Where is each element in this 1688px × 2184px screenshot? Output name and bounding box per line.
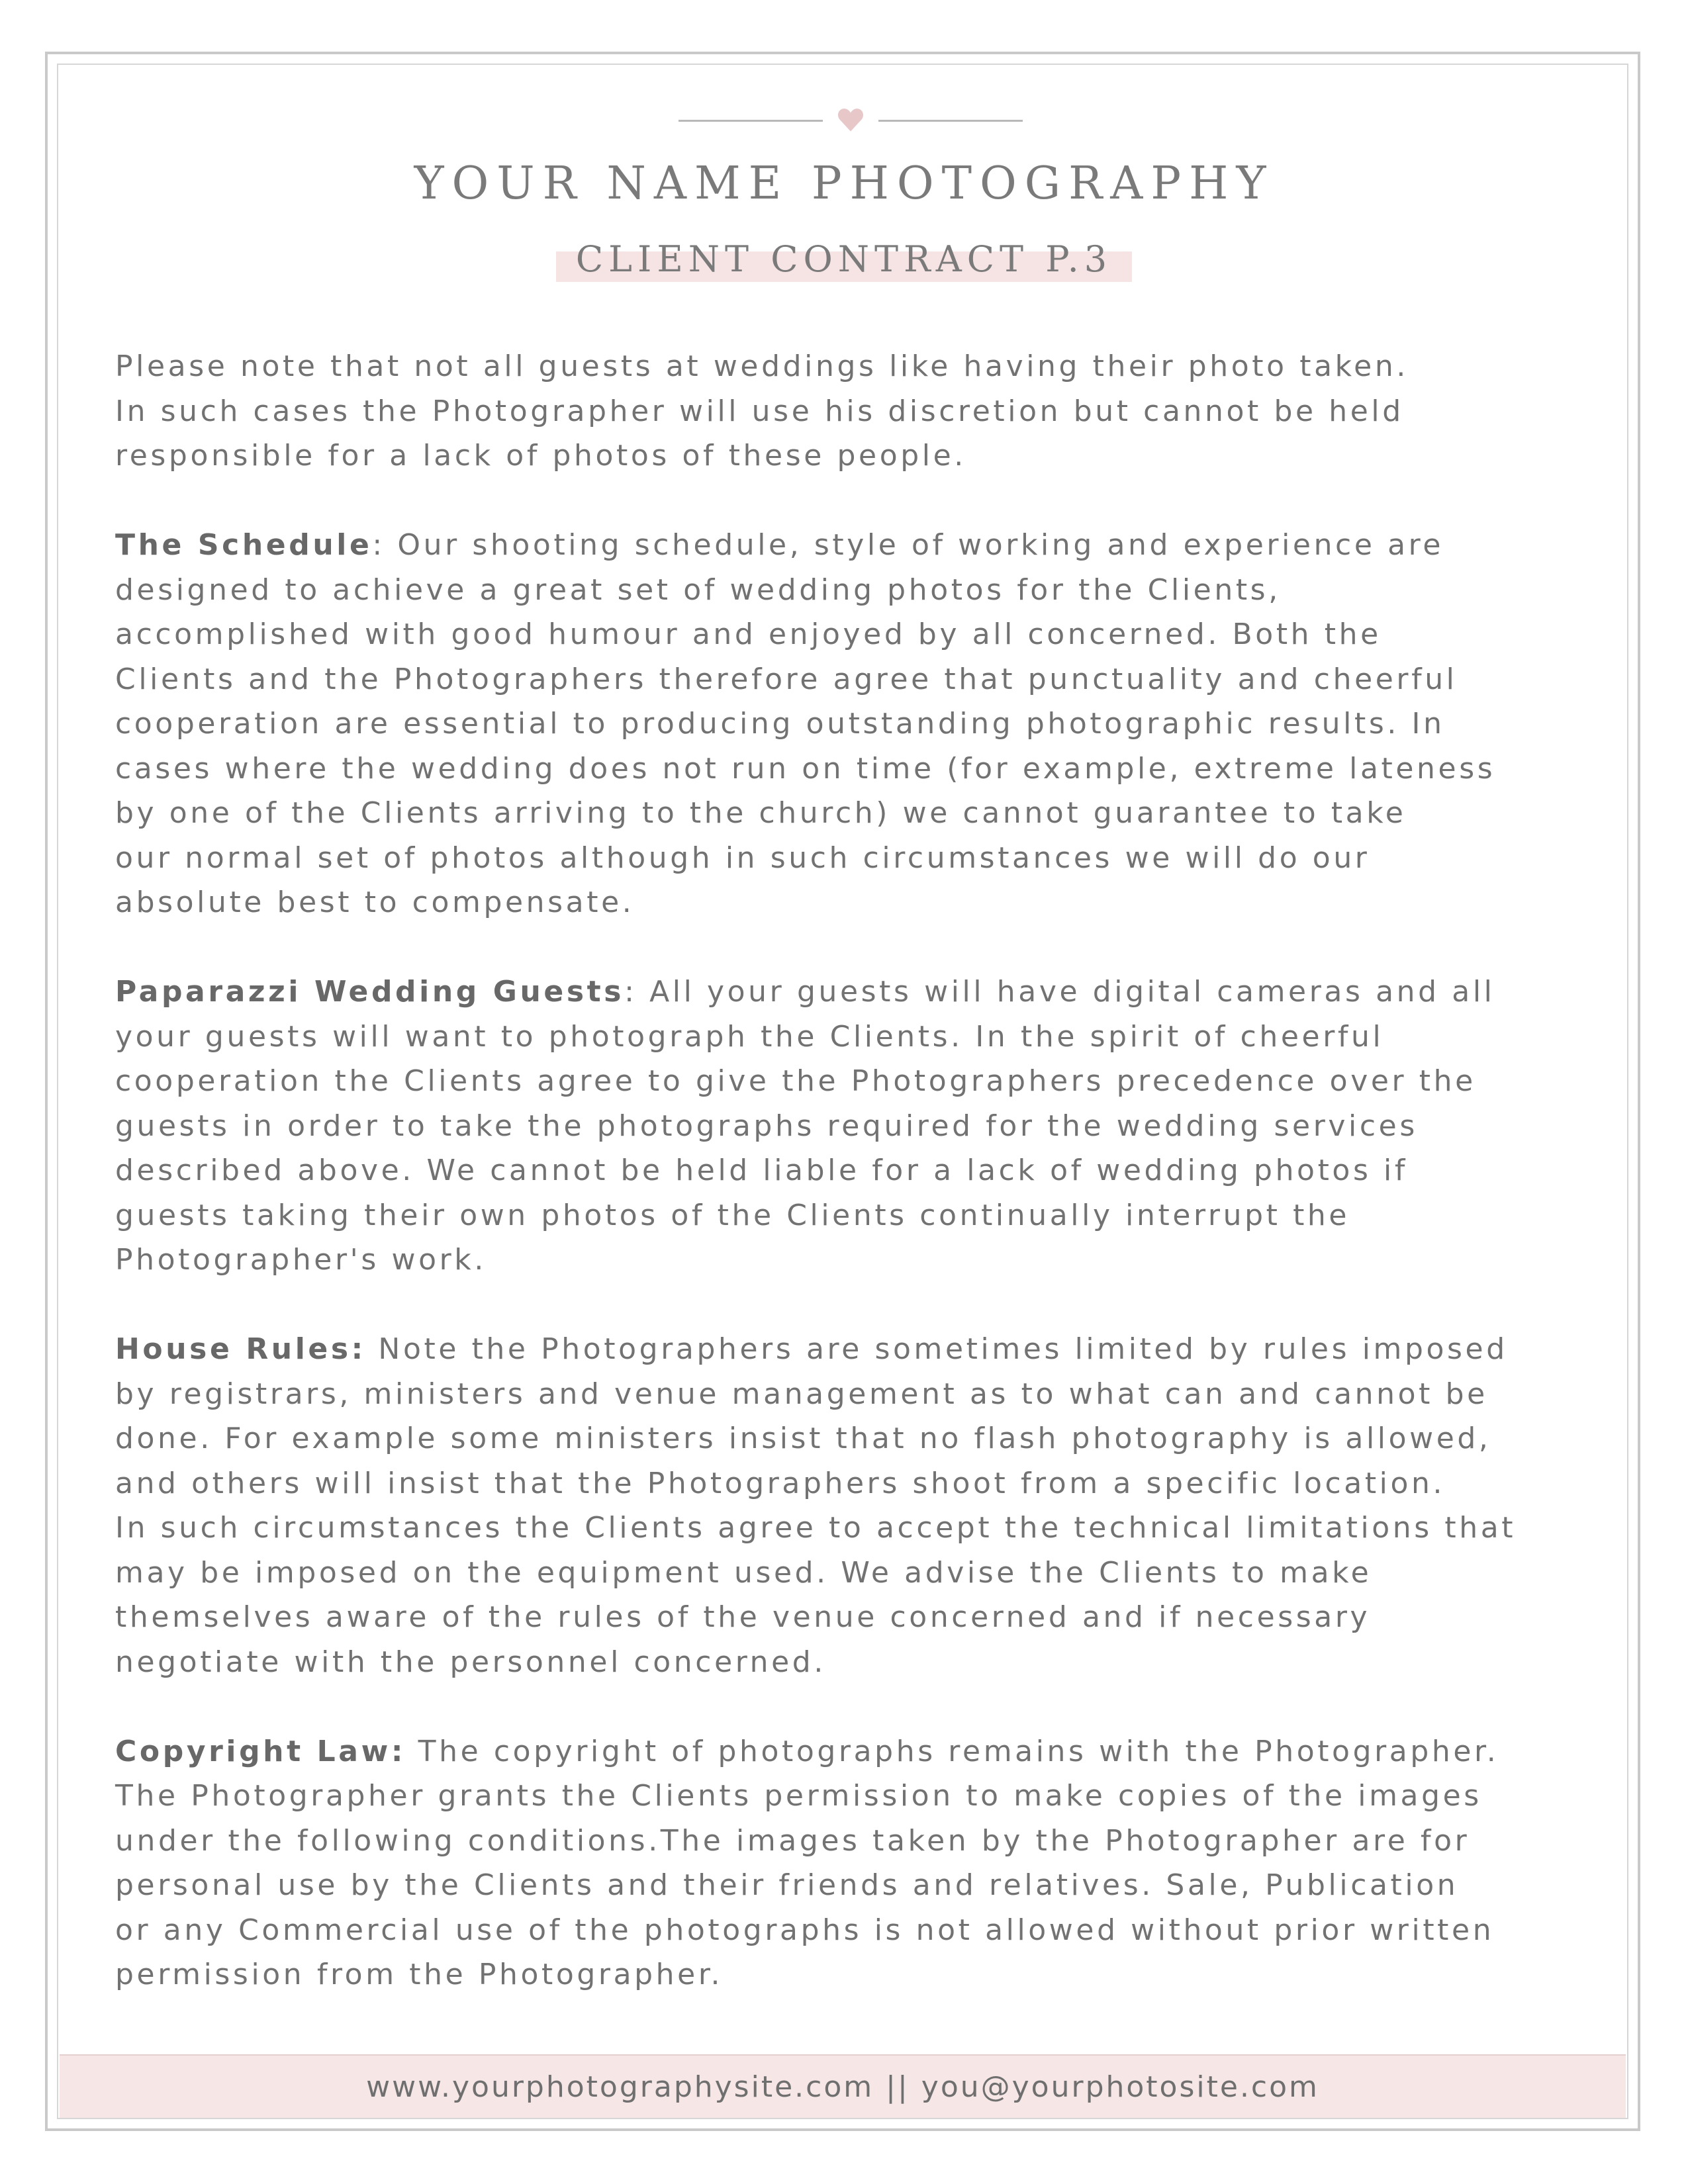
subtitle-container — [0, 238, 1688, 280]
section-line: by one of the Clients arriving to the church) we cannot guarantee to take — [115, 796, 1407, 830]
section-line: cooperation the Clients agree to give the Photographers precedence over the — [115, 1064, 1476, 1098]
section-schedule — [115, 523, 1585, 925]
section-line: Photographer's work. — [115, 1243, 487, 1277]
section-line: designed to achieve a great set of wedding photos for the Clients, — [115, 572, 1281, 607]
intro-line: responsible for a lack of photos of these people. — [115, 439, 966, 473]
section-line: : All your guests will have digital cameras and all — [624, 975, 1495, 1009]
section-line: negotiate with the personnel concerned. — [115, 1645, 826, 1679]
contract-subtitle: CLIENT CONTRACT P.3 — [549, 238, 1139, 280]
section-heading: House Rules: — [115, 1332, 366, 1366]
section-line: guests in order to take the photographs required for the wedding services — [115, 1109, 1418, 1143]
section-line: may be imposed on the equipment used. We advise the Clients to make — [115, 1555, 1372, 1590]
website-link[interactable]: www.yourphotographysite.com — [366, 2070, 874, 2104]
section-line: absolute best to compensate. — [115, 886, 635, 919]
section-line: Clients and the Photographers therefore agree that punctuality and cheerful — [115, 662, 1458, 696]
section-line: and others will insist that the Photographers shoot from a specific location. — [115, 1466, 1446, 1500]
intro-paragraph — [115, 344, 1585, 478]
section-heading: Paparazzi Wedding Guests — [115, 975, 625, 1009]
section-line: your guests will want to photograph the Clients. In the spirit of cheerful — [115, 1019, 1384, 1054]
section-paparazzi — [115, 970, 1585, 1283]
section-house-rules — [115, 1327, 1585, 1684]
section-line: cooperation are essential to producing outstanding photographic results. In — [115, 707, 1445, 741]
section-line: our normal set of photos although in such circumstances we will do our — [115, 841, 1370, 875]
section-line: : Our shooting schedule, style of working and experience are — [372, 528, 1444, 562]
footer-separator: || — [886, 2070, 910, 2104]
section-line: done. For example some ministers insist that no flash photography is allowed, — [115, 1422, 1491, 1455]
intro-line: Please note that not all guests at weddings like having their photo taken. — [115, 349, 1409, 383]
heart-icon — [836, 106, 865, 135]
contract-body — [115, 344, 1585, 1997]
section-copyright — [115, 1729, 1585, 1997]
section-line: The copyright of photographs remains with the Photographer. — [406, 1734, 1499, 1768]
section-line: In such circumstances the Clients agree to accept the technical limitations that — [115, 1511, 1517, 1545]
intro-line: In such cases the Photographer will use his discretion but cannot be held — [115, 394, 1404, 428]
section-line: The Photographer grants the Clients permission to make copies of the images — [115, 1779, 1482, 1813]
section-line: guests taking their own photos of the Clients continually interrupt the — [115, 1198, 1350, 1232]
ornament-line-left — [679, 120, 823, 122]
email-link[interactable]: you@yourphotosite.com — [921, 2070, 1319, 2104]
section-line: or any Commercial use of the photographs is not allowed without prior written — [115, 1913, 1495, 1947]
section-line: cases where the wedding does not run on time (for example, extreme lateness — [115, 751, 1496, 786]
section-line: by registrars, ministers and venue management as to what can and cannot be — [115, 1377, 1488, 1411]
section-line: Note the Photographers are sometimes limited by rules imposed — [365, 1332, 1508, 1366]
section-line: described above. We cannot be held liable for a lack of wedding photos if — [115, 1154, 1408, 1187]
section-line: themselves aware of the rules of the venue concerned and if necessary — [115, 1600, 1371, 1634]
section-line: under the following conditions.The images taken by the Photographer are for — [115, 1823, 1470, 1858]
section-line: personal use by the Clients and their friends and relatives. Sale, Publication — [115, 1868, 1459, 1902]
section-line: accomplished with good humour and enjoyed by all concerned. Both the — [115, 617, 1382, 651]
header-ornament — [679, 106, 1023, 135]
ornament-line-right — [878, 120, 1023, 122]
section-heading: The Schedule — [115, 528, 373, 562]
section-heading: Copyright Law: — [115, 1734, 406, 1768]
footer-bar — [60, 2054, 1626, 2118]
brand-title: YOUR NAME PHOTOGRAPHY — [414, 158, 1274, 210]
section-line: permission from the Photographer. — [115, 1958, 724, 1991]
